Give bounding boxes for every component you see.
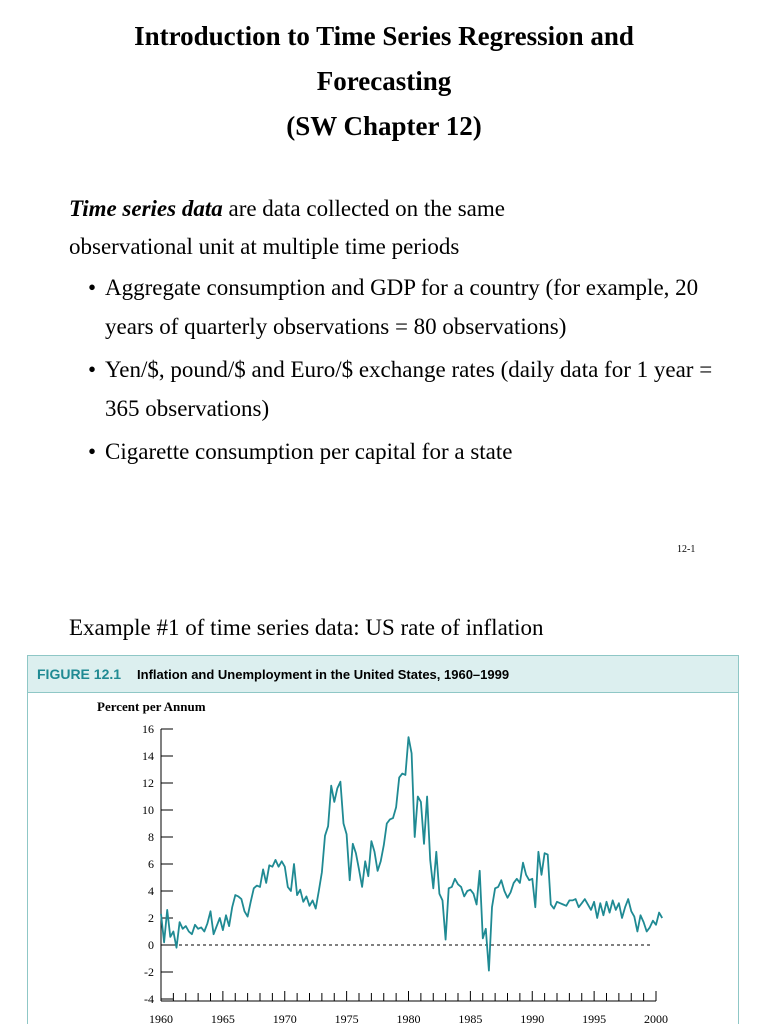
y-axis-label: Percent per Annum <box>97 699 206 714</box>
intro-text-2: observational unit at multiple time periods <box>69 234 460 259</box>
x-tick-label: 1970 <box>272 1012 297 1025</box>
x-tick-label: 1990 <box>520 1012 545 1025</box>
y-tick-label: 2 <box>148 911 154 925</box>
y-tick-label: -2 <box>144 965 154 979</box>
inflation-series-line <box>161 737 662 971</box>
slide-title <box>0 14 768 149</box>
figure-caption: Inflation and Unemployment in the United States, 1960–1999 <box>137 666 510 682</box>
bullet-list <box>88 268 728 475</box>
bullet-text: Yen/$, pound/$ and Euro/$ exchange rates (daily data for 1 year = 365 observations) <box>105 357 713 421</box>
intro-text-1: are data collected on the same <box>222 196 505 221</box>
x-tick-label: 1985 <box>458 1012 483 1025</box>
x-tick-label: 1980 <box>396 1012 421 1025</box>
example-heading: Example #1 of time series data: US rate of inflation <box>69 615 544 640</box>
y-tick-label: 0 <box>148 938 154 952</box>
y-tick-label: 4 <box>148 884 154 898</box>
bullet-text: Cigarette consumption per capital for a state <box>105 439 513 464</box>
bullet-dot: • <box>88 357 97 382</box>
slide-number: 12-1 <box>677 544 696 555</box>
figure-panel <box>27 655 739 1024</box>
y-tick-label: 6 <box>148 857 154 871</box>
y-tick-label: 16 <box>142 722 154 736</box>
title-line-2: Forecasting <box>316 66 452 96</box>
inflation-chart <box>28 656 738 1025</box>
x-tick-label: 1965 <box>210 1012 235 1025</box>
y-tick-label: -4 <box>144 992 154 1006</box>
title-line-3: (SW Chapter 12) <box>286 111 482 141</box>
bullet-item <box>88 432 728 471</box>
bullet-dot: • <box>88 439 97 464</box>
intro-paragraph <box>69 190 729 266</box>
x-tick-label: 1960 <box>149 1012 173 1025</box>
y-tick-label: 8 <box>148 830 154 844</box>
bullet-text: Aggregate consumption and GDP for a country (for example, 20 years of quarterly observations = 80 observations) <box>105 275 699 339</box>
x-tick-label: 1995 <box>582 1012 607 1025</box>
bullet-dot: • <box>88 275 97 300</box>
figure-label: FIGURE 12.1 <box>37 666 122 682</box>
bullet-item <box>88 268 728 346</box>
y-tick-label: 10 <box>142 803 154 817</box>
x-tick-label: 2000 <box>644 1012 668 1025</box>
y-tick-label: 12 <box>142 776 154 790</box>
title-line-1: Introduction to Time Series Regression and <box>134 21 634 51</box>
y-tick-label: 14 <box>142 749 154 763</box>
bullet-item <box>88 350 728 428</box>
x-tick-label: 1975 <box>334 1012 359 1025</box>
intro-term: Time series data <box>69 196 223 221</box>
